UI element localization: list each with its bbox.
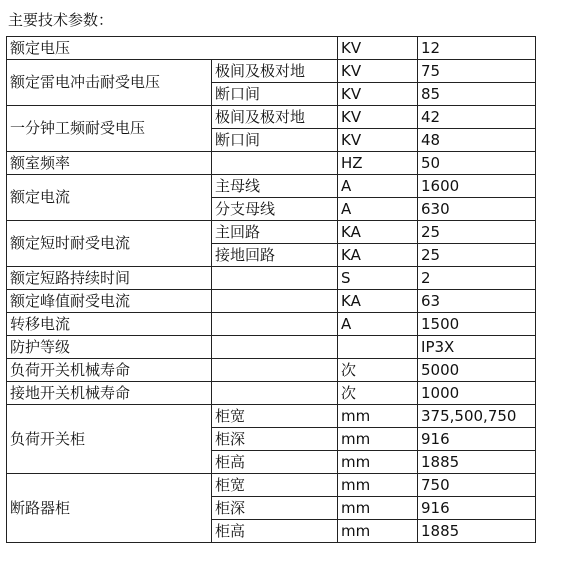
sub-item-cell bbox=[212, 267, 338, 290]
sub-item-cell bbox=[212, 382, 338, 405]
unit-cell: S bbox=[338, 267, 418, 290]
sub-item-cell bbox=[212, 336, 338, 359]
unit-cell: KV bbox=[338, 83, 418, 106]
table-row bbox=[7, 152, 536, 175]
value-cell: 916 bbox=[418, 497, 536, 520]
unit-cell: A bbox=[338, 313, 418, 336]
section-heading: 主要技术参数： bbox=[8, 11, 114, 29]
value-cell: 375,500,750 bbox=[418, 405, 536, 428]
table-row bbox=[7, 474, 536, 497]
sub-item-cell: 柜宽 bbox=[212, 405, 338, 428]
value-cell: 2 bbox=[418, 267, 536, 290]
sub-item-cell: 断口间 bbox=[212, 83, 338, 106]
unit-cell: A bbox=[338, 198, 418, 221]
sub-item-cell: 柜深 bbox=[212, 497, 338, 520]
parameter-name: 负荷开关机械寿命 bbox=[7, 359, 212, 382]
unit-cell: A bbox=[338, 175, 418, 198]
value-cell: 25 bbox=[418, 244, 536, 267]
table-row bbox=[7, 106, 536, 129]
sub-item-cell: 接地回路 bbox=[212, 244, 338, 267]
parameter-name: 额定短时耐受电流 bbox=[7, 221, 212, 267]
value-cell: 750 bbox=[418, 474, 536, 497]
value-cell: 50 bbox=[418, 152, 536, 175]
value-cell: 1000 bbox=[418, 382, 536, 405]
value-cell: 5000 bbox=[418, 359, 536, 382]
sub-item-cell: 分支母线 bbox=[212, 198, 338, 221]
value-cell: 1885 bbox=[418, 520, 536, 543]
sub-item-cell bbox=[212, 313, 338, 336]
value-cell: 48 bbox=[418, 129, 536, 152]
value-cell: 63 bbox=[418, 290, 536, 313]
table-row bbox=[7, 37, 536, 60]
table-row bbox=[7, 175, 536, 198]
parameter-name: 额定雷电冲击耐受电压 bbox=[7, 60, 212, 106]
sub-item-cell: 柜高 bbox=[212, 520, 338, 543]
unit-cell: mm bbox=[338, 451, 418, 474]
table-row bbox=[7, 336, 536, 359]
parameter-name: 转移电流 bbox=[7, 313, 212, 336]
unit-cell bbox=[338, 336, 418, 359]
parameter-name: 额定短路持续时间 bbox=[7, 267, 212, 290]
sub-item-cell bbox=[212, 152, 338, 175]
unit-cell: mm bbox=[338, 405, 418, 428]
table-row bbox=[7, 267, 536, 290]
value-cell: 75 bbox=[418, 60, 536, 83]
value-cell: 12 bbox=[418, 37, 536, 60]
unit-cell: mm bbox=[338, 520, 418, 543]
value-cell: 1500 bbox=[418, 313, 536, 336]
parameter-name: 额室频率 bbox=[7, 152, 212, 175]
unit-cell: KV bbox=[338, 129, 418, 152]
value-cell: 630 bbox=[418, 198, 536, 221]
unit-cell: mm bbox=[338, 428, 418, 451]
unit-cell: mm bbox=[338, 497, 418, 520]
sub-item-cell: 柜高 bbox=[212, 451, 338, 474]
unit-cell: KA bbox=[338, 290, 418, 313]
sub-item-cell: 主母线 bbox=[212, 175, 338, 198]
unit-cell: 次 bbox=[338, 382, 418, 405]
parameter-name: 接地开关机械寿命 bbox=[7, 382, 212, 405]
parameter-name: 一分钟工频耐受电压 bbox=[7, 106, 212, 152]
sub-item-cell: 主回路 bbox=[212, 221, 338, 244]
unit-cell: KV bbox=[338, 37, 418, 60]
technical-parameters-table bbox=[6, 36, 536, 543]
table-row bbox=[7, 359, 536, 382]
unit-cell: KV bbox=[338, 106, 418, 129]
table-row bbox=[7, 60, 536, 83]
parameter-name: 额定峰值耐受电流 bbox=[7, 290, 212, 313]
sub-item-cell: 断口间 bbox=[212, 129, 338, 152]
table-row bbox=[7, 405, 536, 428]
sub-item-cell: 极间及极对地 bbox=[212, 60, 338, 83]
sub-item-cell bbox=[212, 290, 338, 313]
table-row bbox=[7, 290, 536, 313]
value-cell: 85 bbox=[418, 83, 536, 106]
value-cell: 916 bbox=[418, 428, 536, 451]
parameter-name: 负荷开关柜 bbox=[7, 405, 212, 474]
table-row bbox=[7, 221, 536, 244]
unit-cell: KV bbox=[338, 60, 418, 83]
value-cell: 25 bbox=[418, 221, 536, 244]
sub-item-cell: 极间及极对地 bbox=[212, 106, 338, 129]
table-row bbox=[7, 313, 536, 336]
unit-cell: HZ bbox=[338, 152, 418, 175]
sub-item-cell bbox=[212, 359, 338, 382]
parameter-name: 断路器柜 bbox=[7, 474, 212, 543]
unit-cell: 次 bbox=[338, 359, 418, 382]
parameter-name: 额定电压 bbox=[7, 37, 338, 60]
value-cell: 42 bbox=[418, 106, 536, 129]
value-cell: 1600 bbox=[418, 175, 536, 198]
value-cell: 1885 bbox=[418, 451, 536, 474]
table-row bbox=[7, 382, 536, 405]
parameter-name: 防护等级 bbox=[7, 336, 212, 359]
unit-cell: KA bbox=[338, 244, 418, 267]
sub-item-cell: 柜深 bbox=[212, 428, 338, 451]
unit-cell: mm bbox=[338, 474, 418, 497]
unit-cell: KA bbox=[338, 221, 418, 244]
value-cell: IP3X bbox=[418, 336, 536, 359]
sub-item-cell: 柜宽 bbox=[212, 474, 338, 497]
parameter-name: 额定电流 bbox=[7, 175, 212, 221]
